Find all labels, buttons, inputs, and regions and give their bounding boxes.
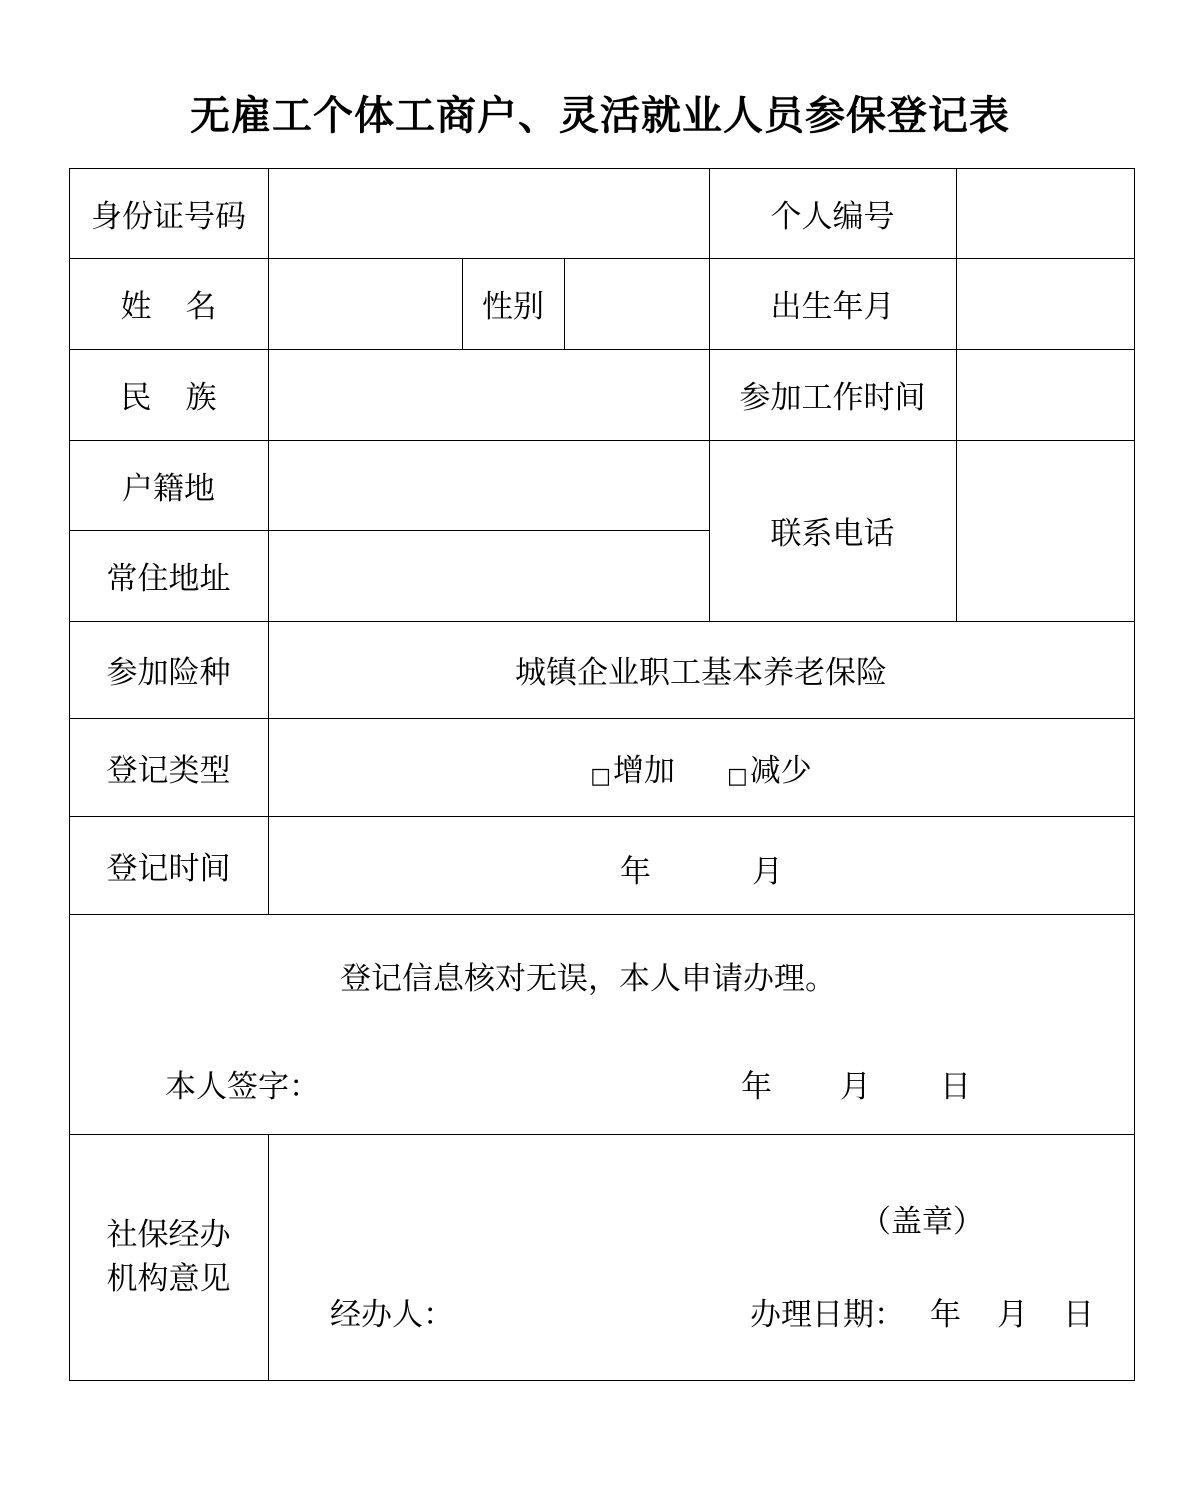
reg-time-year: 年 <box>620 854 651 890</box>
process-year: 年 <box>930 1297 961 1333</box>
reg-time-label: 登记时间 <box>106 850 231 887</box>
personal-no-field[interactable] <box>958 170 1133 257</box>
name-field[interactable] <box>270 260 461 348</box>
signature-day: 日 <box>940 1069 971 1105</box>
address-label: 常住地址 <box>106 561 231 597</box>
hukou-label: 户籍地 <box>122 470 215 507</box>
id-number-label: 身份证号码 <box>91 198 246 235</box>
reg-type-decrease-label: 减少 <box>749 752 812 789</box>
table-border-bottom <box>69 1380 1135 1381</box>
agency-label-line1: 社保经办 <box>106 1217 231 1253</box>
id-number-field[interactable] <box>270 170 708 257</box>
seal-label: （盖章） <box>860 1204 984 1240</box>
reg-type-label: 登记类型 <box>106 752 231 789</box>
work-start-field[interactable] <box>958 351 1133 439</box>
signature-year: 年 <box>741 1069 772 1105</box>
birth-label: 出生年月 <box>770 289 895 325</box>
checkbox-icon[interactable]: □ <box>727 763 748 789</box>
name-label-char1: 姓 <box>120 289 152 325</box>
form-title: 无雇工个体工商户、灵活就业人员参保登记表 <box>190 93 1010 139</box>
address-field[interactable] <box>270 532 708 620</box>
reg-type-increase-label: 增加 <box>613 752 675 789</box>
phone-label: 联系电话 <box>770 516 895 552</box>
birth-field[interactable] <box>958 260 1133 348</box>
name-label <box>69 258 268 349</box>
gender-label: 性别 <box>482 289 544 325</box>
ethnicity-label <box>69 349 268 440</box>
reg-type-options <box>268 718 1134 816</box>
reg-type-decrease-option[interactable] <box>727 745 812 790</box>
work-start-label: 参加工作时间 <box>739 380 926 416</box>
process-date-label: 办理日期： <box>750 1297 905 1333</box>
signature-label: 本人签字： <box>165 1069 320 1105</box>
ethnicity-field[interactable] <box>270 351 708 439</box>
personal-no-label: 个人编号 <box>770 198 895 235</box>
table-line <box>564 258 565 350</box>
name-label-char2: 名 <box>185 289 217 325</box>
gender-field[interactable] <box>566 260 708 348</box>
table-line <box>268 1134 269 1381</box>
process-month: 月 <box>997 1297 1028 1333</box>
table-border-right <box>1134 168 1135 1381</box>
reg-type-increase-option[interactable] <box>590 745 675 790</box>
hukou-field[interactable] <box>270 442 708 529</box>
table-line <box>69 914 1135 915</box>
process-day: 日 <box>1063 1297 1094 1333</box>
insurance-label: 参加险种 <box>106 655 231 691</box>
signature-month: 月 <box>840 1069 871 1105</box>
handler-label: 经办人： <box>330 1297 454 1333</box>
agency-label <box>69 1134 268 1380</box>
phone-field[interactable] <box>958 442 1133 620</box>
ethnicity-label-char2: 族 <box>185 380 217 416</box>
ethnicity-label-char1: 民 <box>120 380 152 416</box>
checkbox-icon[interactable]: □ <box>590 763 611 789</box>
reg-time-month: 月 <box>752 854 783 890</box>
table-line <box>956 168 957 622</box>
declaration-statement: 登记信息核对无误，本人申请办理。 <box>340 961 836 997</box>
insurance-value: 城镇企业职工基本养老保险 <box>515 655 887 691</box>
agency-label-line2: 机构意见 <box>106 1261 231 1297</box>
